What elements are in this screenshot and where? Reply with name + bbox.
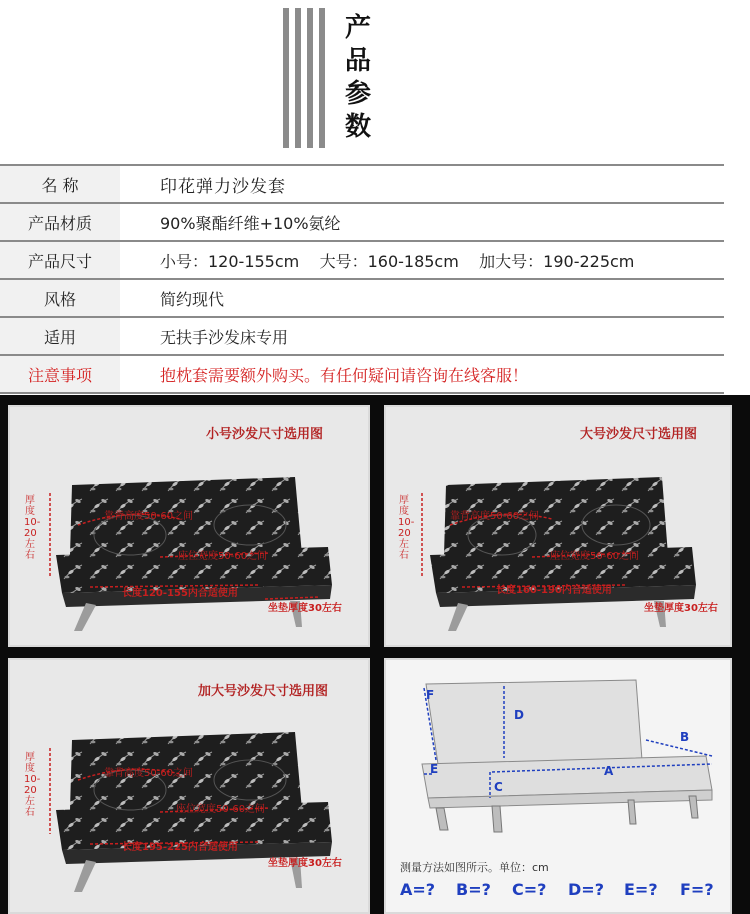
param-row-material — [0, 202, 724, 240]
size-card-large — [384, 405, 732, 647]
stripe — [319, 8, 325, 148]
param-value: 90%聚酯纤维+10%氨纶 — [160, 213, 341, 233]
param-row-name — [0, 164, 724, 202]
seat-width-label: 座位宽度50-60之间 — [550, 551, 640, 562]
section-title — [343, 12, 373, 144]
dim-label-e: E — [430, 762, 439, 776]
answer-b: B=? — [456, 880, 491, 899]
title-char: 品 — [344, 46, 371, 76]
title-char: 数 — [344, 112, 371, 142]
seat-width-label: 座位宽度50-60之间 — [176, 804, 266, 815]
card-title: 加大号沙发尺寸选用图 — [198, 684, 329, 699]
stripe — [283, 8, 289, 148]
param-label: 产品尺寸 — [0, 242, 120, 278]
title-char: 参 — [344, 79, 371, 109]
param-label: 产品材质 — [0, 204, 120, 240]
thickness-vertical-label: 厚度10-20左右 — [24, 752, 41, 818]
param-row-notice — [0, 354, 724, 394]
answer-f: F=? — [680, 880, 714, 899]
param-value: 小号：120-155cm 大号：160-185cm 加大号：190-225cm — [160, 251, 635, 271]
param-value: 无扶手沙发床专用 — [160, 327, 289, 347]
param-value: 简约现代 — [160, 289, 225, 309]
dim-label-d: D — [514, 708, 524, 722]
length-label: 长度195-225内合适使用 — [122, 842, 238, 853]
back-height-label: 靠背高度50-60之间 — [104, 511, 194, 522]
param-label: 名 称 — [0, 166, 120, 202]
back-height-label: 靠背高度50-60之间 — [450, 511, 540, 522]
param-value: 抱枕套需要额外购买。有任何疑问请咨询在线客服！ — [160, 365, 529, 385]
param-row-usage — [0, 316, 724, 354]
param-label: 适用 — [0, 318, 120, 354]
thickness-vertical-label: 厚度10-20左右 — [24, 495, 41, 561]
answer-a: A=? — [400, 880, 436, 899]
title-char: 产 — [344, 13, 371, 43]
parameter-table — [0, 164, 724, 394]
cushion-thickness-label: 坐垫厚度30左右 — [268, 858, 342, 869]
answer-e: E=? — [624, 880, 658, 899]
card-title: 大号沙发尺寸选用图 — [580, 427, 698, 442]
param-label: 风格 — [0, 280, 120, 316]
back-height-label: 靠背高度50-60之间 — [104, 768, 194, 779]
size-card-xlarge — [8, 658, 370, 914]
param-value: 印花弹力沙发套 — [160, 176, 286, 197]
dim-label-c: C — [494, 780, 503, 794]
answer-d: D=? — [568, 880, 604, 899]
dim-label-a: A — [604, 764, 614, 778]
seat-width-label: 座位宽度50-60之间 — [178, 551, 268, 562]
dim-label-b: B — [680, 730, 690, 744]
answer-c: C=? — [512, 880, 547, 899]
stripe — [295, 8, 301, 148]
card-title: 小号沙发尺寸选用图 — [206, 427, 324, 442]
length-label: 长度120-155内合适使用 — [122, 588, 238, 599]
param-row-size — [0, 240, 724, 278]
page-header — [0, 0, 750, 160]
thickness-vertical-label: 厚度10-20左右 — [398, 495, 415, 561]
stripe — [307, 8, 313, 148]
dim-label-f: F — [426, 688, 435, 702]
param-label: 注意事项 — [0, 356, 120, 392]
measure-note: 测量方法如图所示。单位：cm — [400, 861, 549, 874]
cushion-thickness-label: 坐垫厚度30左右 — [644, 603, 718, 614]
param-row-style — [0, 278, 724, 316]
size-card-small — [8, 405, 370, 647]
length-label: 长度160-190内合适使用 — [496, 585, 612, 596]
decorative-stripes — [283, 8, 343, 148]
cushion-thickness-label: 坐垫厚度30左右 — [268, 603, 342, 614]
measurement-card — [384, 658, 732, 914]
